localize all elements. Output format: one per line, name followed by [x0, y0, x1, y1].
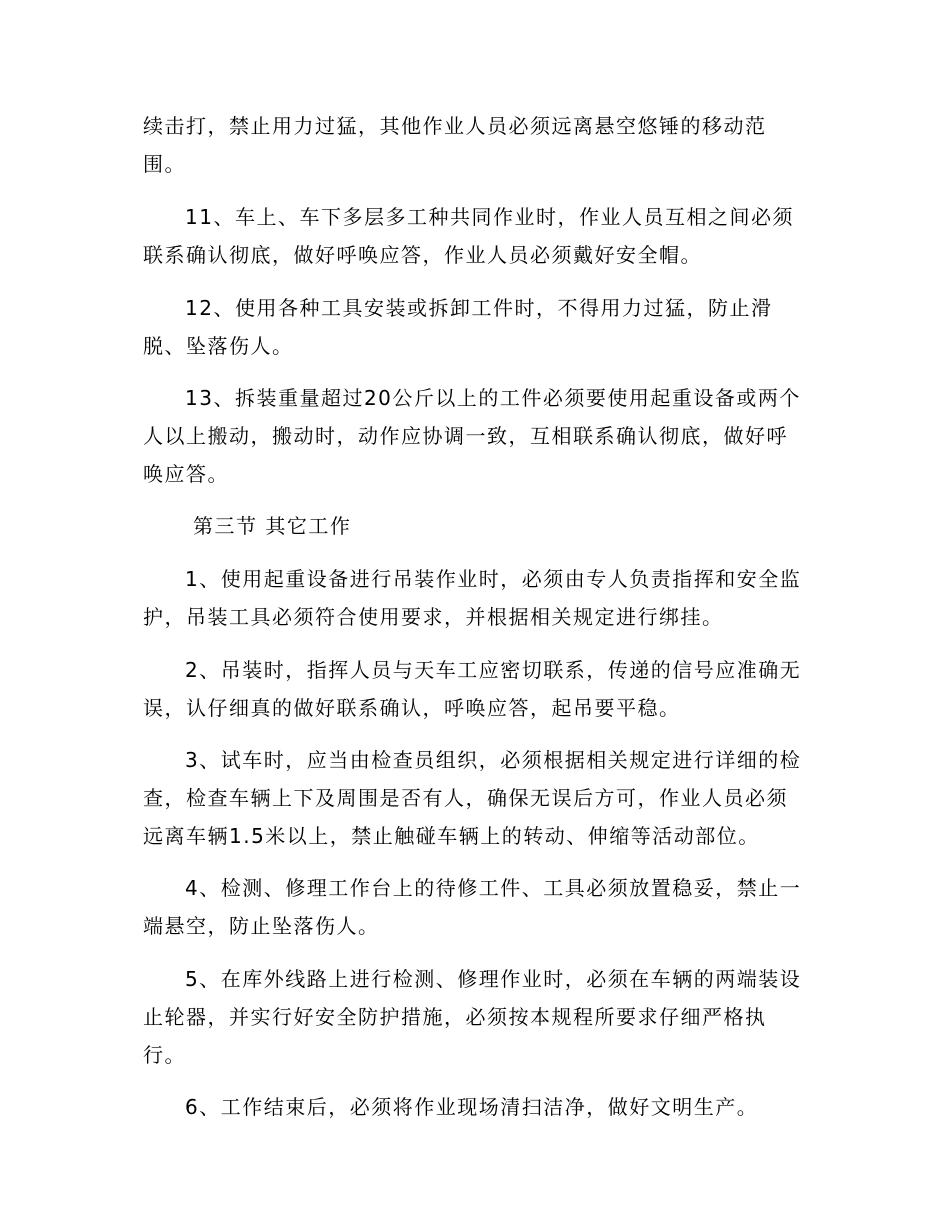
paragraph-10-line-2: 围。 [143, 152, 186, 176]
paragraph-10-line-1: 续击打，禁止用力过猛，其他作业人员必须远离悬空悠锤的移动范 [143, 114, 767, 138]
paragraph-11-line-2: 联系确认彻底，做好呼唤应答，作业人员必须戴好安全帽。 [143, 243, 702, 267]
item-4-line-2: 端悬空，防止坠落伤人。 [143, 914, 380, 938]
item-1-line-1: 1、使用起重设备进行吊装作业时，必须由专人负责指挥和安全监 [185, 567, 802, 591]
paragraph-12-line-1: 12、使用各种工具安装或拆卸工件时，不得用力过猛，防止滑 [185, 296, 773, 320]
section-heading: 第三节 其它工作 [193, 514, 352, 538]
paragraph-11-line-1: 11、车上、车下多层多工种共同作业时，作业人员互相之间必须 [185, 205, 794, 229]
item-3-line-2: 查，检查车辆上下及周围是否有人，确保无误后方可，作业人员必须 [143, 786, 788, 810]
paragraph-13-line-3: 唤应答。 [143, 462, 229, 486]
item-5-line-3: 行。 [143, 1043, 186, 1067]
item-1-line-2: 护，吊装工具必须符合使用要求，并根据相关规定进行绑挂。 [143, 605, 724, 629]
item-5-line-2: 止轮器，并实行好安全防护措施，必须按本规程所要求仔细严格执 [143, 1005, 767, 1029]
paragraph-12-line-2: 脱、坠落伤人。 [143, 334, 294, 358]
item-6-line-1: 6、工作结束后，必须将作业现场清扫洁净，做好文明生产。 [185, 1095, 759, 1119]
item-3-line-1: 3、试车时，应当由检查员组织，必须根据相关规定进行详细的检 [185, 748, 802, 772]
paragraph-13-line-2: 人以上搬动，搬动时，动作应协调一致，互相联系确认彻底，做好呼 [143, 424, 788, 448]
item-3-line-3: 远离车辆1.5米以上，禁止触碰车辆上的转动、伸缩等活动部位。 [143, 824, 760, 848]
item-2-line-1: 2、吊装时，指挥人员与天车工应密切联系，传递的信号应准确无 [185, 658, 802, 682]
item-4-line-1: 4、检测、修理工作台上的待修工件、工具必须放置稳妥，禁止一 [185, 876, 802, 900]
paragraph-13-line-1: 13、拆装重量超过20公斤以上的工件必须要使用起重设备或两个 [185, 386, 801, 410]
item-2-line-2: 误，认仔细真的做好联系确认，呼唤应答，起吊要平稳。 [143, 696, 681, 720]
item-5-line-1: 5、在库外线路上进行检测、修理作业时，必须在车辆的两端装设 [185, 967, 802, 991]
